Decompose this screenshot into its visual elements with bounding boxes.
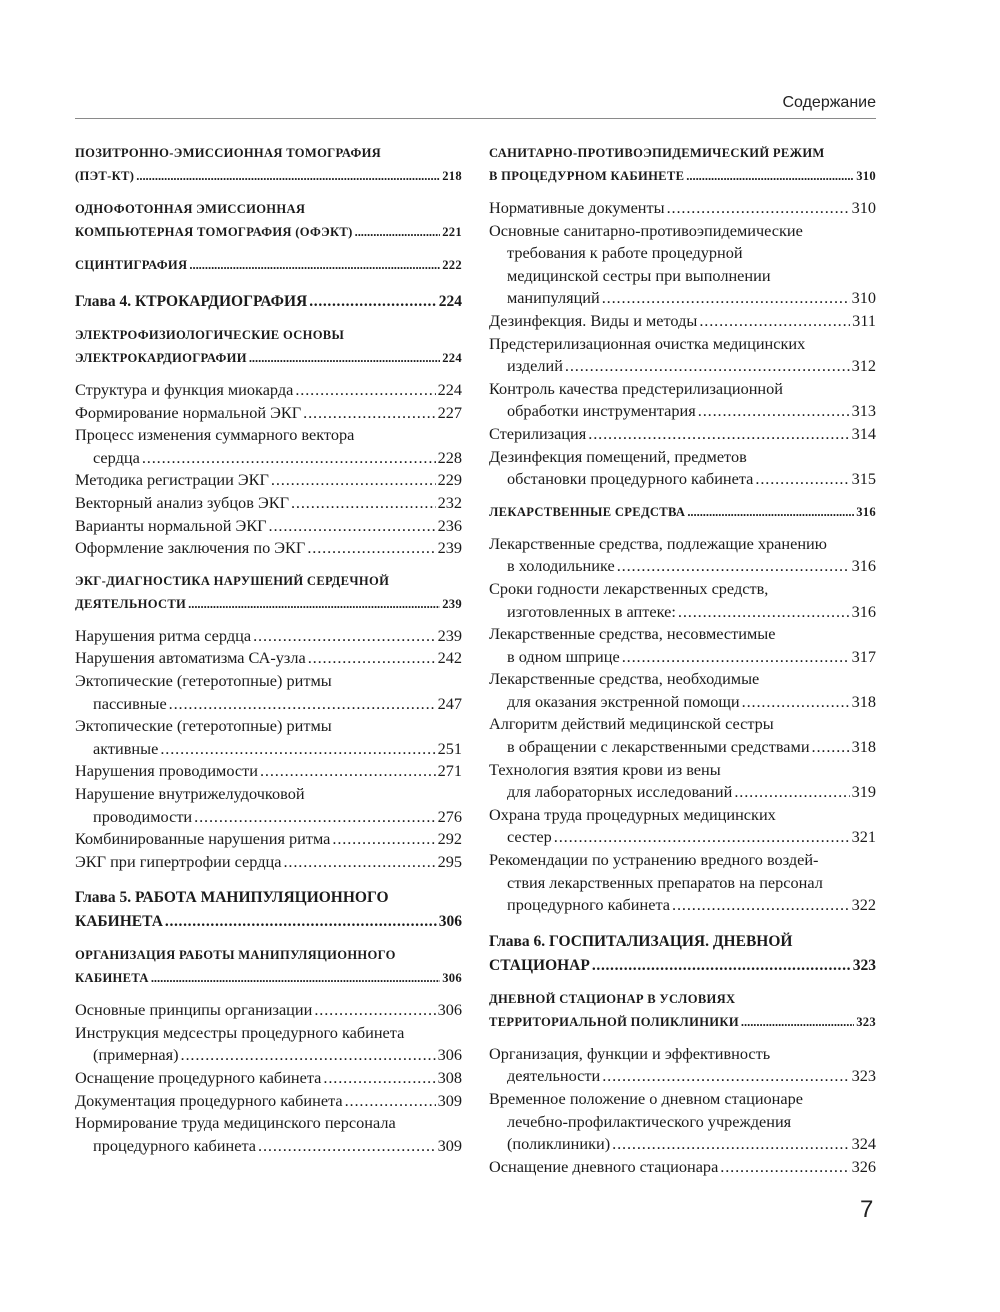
toc-entry-title: пассивные xyxy=(93,693,167,713)
dot-leader xyxy=(165,910,437,934)
toc-item[interactable] xyxy=(75,851,462,874)
toc-entry-title: ОРГАНИЗАЦИЯ РАБОТЫ МАНИПУЛЯЦИОННОГО xyxy=(75,948,396,963)
toc-page-number: 224 xyxy=(437,380,462,399)
toc-entry-title: ДНЕВНОЙ СТАЦИОНАР В УСЛОВИЯХ xyxy=(489,991,736,1006)
dot-leader xyxy=(260,760,436,783)
toc-item[interactable] xyxy=(75,670,462,715)
toc-item[interactable] xyxy=(489,759,876,804)
toc-page-number: 251 xyxy=(437,738,462,758)
toc-entry-title: КОМПЬЮТЕРНАЯ ТОМОГРАФИЯ (ОФЭКТ) xyxy=(75,225,353,239)
toc-item[interactable] xyxy=(75,379,462,402)
toc-entry-title: Лекарственные средства, необходимые xyxy=(489,669,760,689)
dot-leader xyxy=(612,1133,849,1156)
toc-entry-title: (ПЭТ-КТ) xyxy=(75,169,135,183)
dot-leader xyxy=(698,400,850,423)
toc-page-number: 318 xyxy=(851,737,876,757)
toc-page-number: 239 xyxy=(437,538,462,558)
toc-entry-title: сердца xyxy=(93,447,140,467)
toc-entry-title: Предстерилизационная очистка медицинских xyxy=(489,333,806,353)
toc-entry-title: Варианты нормальной ЭКГ xyxy=(75,515,267,535)
toc-entry-title: Эктопические (гетеротопные) ритмы xyxy=(75,716,332,736)
toc-entry-title: Нарушения автоматизма СА-узла xyxy=(75,648,306,668)
toc-entry-title: ЭКГ-ДИАГНОСТИКА НАРУШЕНИЙ СЕРДЕЧНОЙ xyxy=(75,573,390,588)
toc-page-number: 315 xyxy=(851,469,876,489)
toc-column-left xyxy=(75,142,462,1157)
toc-entry-title: САНИТАРНО-ПРОТИВОЭПИДЕМИЧЕСКИЙ РЕЖИМ xyxy=(489,146,825,160)
toc-item[interactable] xyxy=(489,1088,876,1156)
toc-item[interactable] xyxy=(489,446,876,491)
dot-leader xyxy=(699,310,850,333)
toc-item[interactable] xyxy=(489,804,876,849)
dot-leader xyxy=(160,738,435,761)
dot-leader xyxy=(602,1065,849,1088)
dot-leader xyxy=(667,197,850,220)
toc-entry-title: лечебно-профилактического учреждения xyxy=(507,1111,792,1131)
toc-entry-title: СТАЦИОНАР xyxy=(489,956,590,974)
toc-page-number: 222 xyxy=(442,258,462,272)
toc-page-number: 308 xyxy=(437,1068,462,1088)
toc-entry-title: КАБИНЕТА xyxy=(75,913,163,931)
toc-entry-title: ЭЛЕКТРОФИЗИОЛОГИЧЕСКИЕ ОСНОВЫ xyxy=(75,328,345,342)
toc-page-number: 316 xyxy=(851,601,876,621)
toc-entry-title: Охрана труда процедурных медицинских xyxy=(489,804,776,824)
toc-entry-title: Нарушения ритма сердца xyxy=(75,625,252,645)
dot-leader xyxy=(672,894,850,917)
dot-leader xyxy=(687,501,854,524)
toc-page-number: 313 xyxy=(851,401,876,421)
dot-leader xyxy=(295,379,435,402)
toc-entry-title: проводимости xyxy=(93,806,193,826)
dot-leader xyxy=(309,290,437,314)
dot-leader xyxy=(734,781,849,804)
dot-leader xyxy=(686,165,854,188)
toc-item[interactable] xyxy=(489,310,876,333)
toc-page-number: 306 xyxy=(437,1045,462,1065)
toc-entry-title: Эктопические (гетеротопные) ритмы xyxy=(75,670,332,690)
toc-page-number: 311 xyxy=(852,310,876,330)
dot-leader xyxy=(271,469,436,492)
dot-leader xyxy=(308,647,436,670)
toc-section[interactable] xyxy=(75,324,462,370)
toc-page-number: 323 xyxy=(856,1014,876,1029)
toc-entry-title: изделий xyxy=(507,356,563,376)
toc-page-number: 310 xyxy=(851,288,876,308)
toc-entry-title: Комбинированные нарушения ритма xyxy=(75,829,331,849)
dot-leader xyxy=(291,492,436,515)
toc-item[interactable] xyxy=(75,999,462,1022)
toc-item[interactable] xyxy=(75,828,462,851)
toc-entry-title: Алгоритм действий медицинской сестры xyxy=(489,714,774,734)
dot-leader xyxy=(249,347,440,370)
toc-item[interactable] xyxy=(75,1112,462,1157)
dot-leader xyxy=(592,954,851,978)
toc-page-number: 224 xyxy=(442,351,462,365)
toc-section[interactable] xyxy=(75,570,462,616)
toc-page-number: 292 xyxy=(437,829,462,849)
dot-leader xyxy=(188,593,440,616)
dot-leader xyxy=(269,515,436,538)
toc-entry-title: ЛЕКАРСТВЕННЫЕ СРЕДСТВА xyxy=(489,504,686,519)
dot-leader xyxy=(554,826,850,849)
toc-page-number: 314 xyxy=(851,423,876,443)
toc-entry-title: В ПРОЦЕДУРНОМ КАБИНЕТЕ xyxy=(489,169,685,183)
dot-leader xyxy=(602,287,850,310)
toc-entry-title: Глава 5. РАБОТА МАНИПУЛЯЦИОННОГО xyxy=(75,889,389,907)
toc-entry-title: Временное положение о дневном стационаре xyxy=(489,1089,803,1108)
toc-section[interactable] xyxy=(75,142,462,188)
toc-item[interactable] xyxy=(75,1022,462,1067)
toc-item[interactable] xyxy=(489,220,876,310)
dot-leader xyxy=(189,254,440,277)
toc-entry-title: (поликлиники) xyxy=(507,1134,611,1154)
toc-entry-title: Глава 4. КТРОКАРДИОГРАФИЯ xyxy=(75,293,308,310)
toc-entry-title: процедурного кабинета xyxy=(93,1135,256,1155)
dot-leader xyxy=(565,355,850,378)
toc-entry-title: КАБИНЕТА xyxy=(75,971,149,986)
toc-page-number: 232 xyxy=(437,492,462,512)
toc-entry-title: обработки инструментария xyxy=(507,401,696,421)
toc-page-number: 323 xyxy=(851,1066,876,1086)
toc-page-number: 316 xyxy=(851,556,876,576)
dot-leader xyxy=(355,221,441,244)
toc-entry-title: Методика регистрации ЭКГ xyxy=(75,470,269,490)
toc-item[interactable] xyxy=(75,783,462,828)
dot-leader xyxy=(253,625,436,648)
toc-entry-title: Лекарственные средства, несовместимые xyxy=(489,624,776,644)
toc-page-number: 316 xyxy=(856,504,876,519)
toc-entry-title: Глава 6. ГОСПИТАЛИЗАЦИЯ. ДНЕВНОЙ xyxy=(489,932,793,950)
toc-page-number: 239 xyxy=(442,596,462,611)
dot-leader xyxy=(741,1011,854,1034)
toc-entry-title: активные xyxy=(93,738,159,758)
toc-entry-title: ОДНОФОТОННАЯ ЭМИССИОННАЯ xyxy=(75,202,306,216)
toc-item[interactable] xyxy=(75,1090,462,1113)
toc-entry-title: Документация процедурного кабинета xyxy=(75,1090,343,1110)
toc-entry-title: манипуляций xyxy=(507,288,600,308)
dot-leader xyxy=(258,1135,436,1158)
header-rule xyxy=(75,118,876,119)
toc-entry-title: ТЕРРИТОРИАЛЬНОЙ ПОЛИКЛИНИКИ xyxy=(489,1014,739,1029)
dot-leader xyxy=(194,806,435,829)
toc-page-number: 271 xyxy=(437,761,462,781)
toc-page-number: 247 xyxy=(437,693,462,713)
dot-leader xyxy=(588,423,849,446)
toc-entry-title: обстановки процедурного кабинета xyxy=(507,469,754,489)
toc-entry-title: Оснащение дневного стационара xyxy=(489,1156,719,1176)
dot-leader xyxy=(812,736,850,759)
toc-item[interactable] xyxy=(489,1043,876,1088)
toc-entry-title: в одном шприце xyxy=(507,646,620,666)
toc-item[interactable] xyxy=(489,713,876,758)
toc-entry-title: ствия лекарственных препаратов на персонал xyxy=(507,872,823,892)
toc-entry-title: для оказания экстренной помощи xyxy=(507,691,740,711)
toc-page-number: 306 xyxy=(442,971,462,986)
toc-item[interactable] xyxy=(75,469,462,492)
toc-page-number: 306 xyxy=(438,913,462,931)
toc-item[interactable] xyxy=(75,715,462,760)
toc-page-number: 242 xyxy=(437,648,462,668)
toc-page-number: 239 xyxy=(437,625,462,645)
toc-item[interactable] xyxy=(75,402,462,425)
toc-page-number: 228 xyxy=(437,447,462,467)
toc-page-number: 236 xyxy=(437,515,462,535)
toc-item[interactable] xyxy=(75,625,462,648)
toc-item[interactable] xyxy=(75,647,462,670)
toc-entry-title: в обращении с лекарственными средствами xyxy=(507,737,810,757)
toc-entry-title: Оформление заключения по ЭКГ xyxy=(75,538,306,558)
toc-page-number: 310 xyxy=(851,198,876,217)
toc-entry-title: Нарушение внутрижелудочковой xyxy=(75,783,305,803)
toc-entry-title: изготовленных в аптеке: xyxy=(507,601,676,621)
toc-entry-title: ПОЗИТРОННО-ЭМИССИОННАЯ ТОМОГРАФИЯ xyxy=(75,146,382,160)
toc-page-number: 322 xyxy=(851,895,876,915)
toc-item[interactable] xyxy=(489,849,876,917)
toc-page-number: 227 xyxy=(437,402,462,422)
toc-entry-title: Рекомендации по устранению вредного воздей- xyxy=(489,850,819,870)
toc-entry-title: Оснащение процедурного кабинета xyxy=(75,1068,322,1088)
toc-chapter[interactable] xyxy=(75,290,462,314)
toc-item[interactable] xyxy=(489,1156,876,1179)
toc-entry-title: СЦИНТИГРАФИЯ xyxy=(75,258,188,272)
toc-entry-title: медицинской сестры при выполнении xyxy=(507,265,771,285)
toc-page-number: 326 xyxy=(851,1156,876,1176)
dot-leader xyxy=(142,447,436,470)
toc-page-number: 321 xyxy=(851,827,876,847)
toc-chapter[interactable] xyxy=(489,930,876,978)
dot-leader xyxy=(283,851,435,874)
dot-leader xyxy=(720,1156,849,1179)
toc-item[interactable] xyxy=(75,492,462,515)
dot-leader xyxy=(755,468,849,491)
toc-entry-title: Сроки годности лекарственных средств, xyxy=(489,578,769,598)
toc-page-number: 312 xyxy=(851,356,876,376)
toc-item[interactable] xyxy=(489,378,876,423)
toc-column-right xyxy=(489,142,876,1178)
toc-section[interactable] xyxy=(75,944,462,990)
toc-entry-title: для лабораторных исследований xyxy=(507,782,733,802)
toc-item[interactable] xyxy=(75,1067,462,1090)
dot-leader xyxy=(181,1044,436,1067)
dot-leader xyxy=(169,693,436,716)
dot-leader xyxy=(345,1090,436,1113)
toc-item[interactable] xyxy=(489,668,876,713)
toc-page-number: 295 xyxy=(437,851,462,871)
toc-entry-title: деятельности xyxy=(507,1066,601,1086)
toc-entry-title: Векторный анализ зубцов ЭКГ xyxy=(75,492,289,512)
toc-page-number: 309 xyxy=(437,1135,462,1155)
toc-chapter[interactable] xyxy=(75,886,462,934)
dot-leader xyxy=(136,165,440,188)
toc-item[interactable] xyxy=(489,578,876,623)
toc-section[interactable] xyxy=(75,198,462,244)
toc-entry-title: Инструкция медсестры процедурного кабинета xyxy=(75,1022,405,1042)
toc-entry-title: (примерная) xyxy=(93,1045,179,1065)
toc-item[interactable] xyxy=(489,197,876,220)
dot-leader xyxy=(678,601,850,624)
dot-leader xyxy=(323,1067,435,1090)
toc-item[interactable] xyxy=(489,423,876,446)
toc-entry-title: Основные принципы организации xyxy=(75,1000,313,1020)
toc-entry-title: Основные санитарно-противоэпидемические xyxy=(489,220,803,240)
toc-item[interactable] xyxy=(75,515,462,538)
toc-item[interactable] xyxy=(75,537,462,560)
toc-page-number: 323 xyxy=(852,956,876,974)
toc-entry-title: Нарушения проводимости xyxy=(75,761,258,781)
toc-item[interactable] xyxy=(75,760,462,783)
toc-section[interactable] xyxy=(489,142,876,188)
dot-leader xyxy=(742,691,850,714)
dot-leader xyxy=(307,537,435,560)
toc-page-number: 218 xyxy=(442,169,462,183)
toc-item[interactable] xyxy=(489,623,876,668)
toc-entry-title: Нормативные документы xyxy=(489,198,665,217)
toc-page-number: 310 xyxy=(856,169,876,183)
toc-page-number: 318 xyxy=(851,691,876,711)
toc-entry-title: ДЕЯТЕЛЬНОСТИ xyxy=(75,596,187,611)
toc-entry-title: процедурного кабинета xyxy=(507,895,670,915)
toc-entry-title: Технология взятия крови из вены xyxy=(489,759,721,779)
toc-section[interactable] xyxy=(75,254,462,277)
toc-entry-title: требования к работе процедурной xyxy=(507,243,743,263)
toc-entry-title: Дезинфекция. Виды и методы xyxy=(489,310,698,330)
dot-leader xyxy=(151,967,440,990)
dot-leader xyxy=(314,999,435,1022)
page-number: 7 xyxy=(860,1196,874,1223)
toc-item[interactable] xyxy=(489,333,876,378)
toc-page-number: 306 xyxy=(437,1000,462,1020)
dot-leader xyxy=(622,646,850,669)
toc-page-number: 309 xyxy=(437,1090,462,1110)
toc-page-number: 221 xyxy=(442,225,462,239)
toc-item[interactable] xyxy=(489,533,876,578)
toc-entry-title: Лекарственные средства, подлежащие хранению xyxy=(489,533,827,553)
toc-entry-title: Формирование нормальной ЭКГ xyxy=(75,402,302,422)
toc-page-number: 229 xyxy=(437,470,462,490)
toc-entry-title: ЭЛЕКТРОКАРДИОГРАФИИ xyxy=(75,351,247,365)
toc-entry-title: Стерилизация xyxy=(489,423,587,443)
running-head: Содержание xyxy=(782,94,876,111)
toc-entry-title: Организация, функции и эффективность xyxy=(489,1043,771,1063)
toc-page-number: 276 xyxy=(437,806,462,826)
dot-leader xyxy=(303,402,435,425)
toc-item[interactable] xyxy=(75,424,462,469)
toc-page-number: 224 xyxy=(438,293,462,310)
toc-page-number: 319 xyxy=(851,782,876,802)
toc-entry-title: Контроль качества предстерилизационной xyxy=(489,378,783,398)
toc-section[interactable] xyxy=(489,988,876,1034)
toc-entry-title: Структура и функция миокарда xyxy=(75,380,294,399)
toc-page-number: 324 xyxy=(851,1134,876,1154)
toc-entry-title: в холодильнике xyxy=(507,556,615,576)
toc-entry-title: Нормирование труда медицинского персонала xyxy=(75,1113,396,1133)
toc-page-number: 317 xyxy=(851,646,876,666)
toc-entry-title: Процесс изменения суммарного вектора xyxy=(75,425,355,445)
dot-leader xyxy=(332,828,435,851)
toc-entry-title: Дезинфекция помещений, предметов xyxy=(489,446,747,466)
toc-entry-title: сестер xyxy=(507,827,552,847)
toc-section[interactable] xyxy=(489,501,876,524)
dot-leader xyxy=(617,555,850,578)
toc-entry-title: ЭКГ при гипертрофии сердца xyxy=(75,851,282,871)
